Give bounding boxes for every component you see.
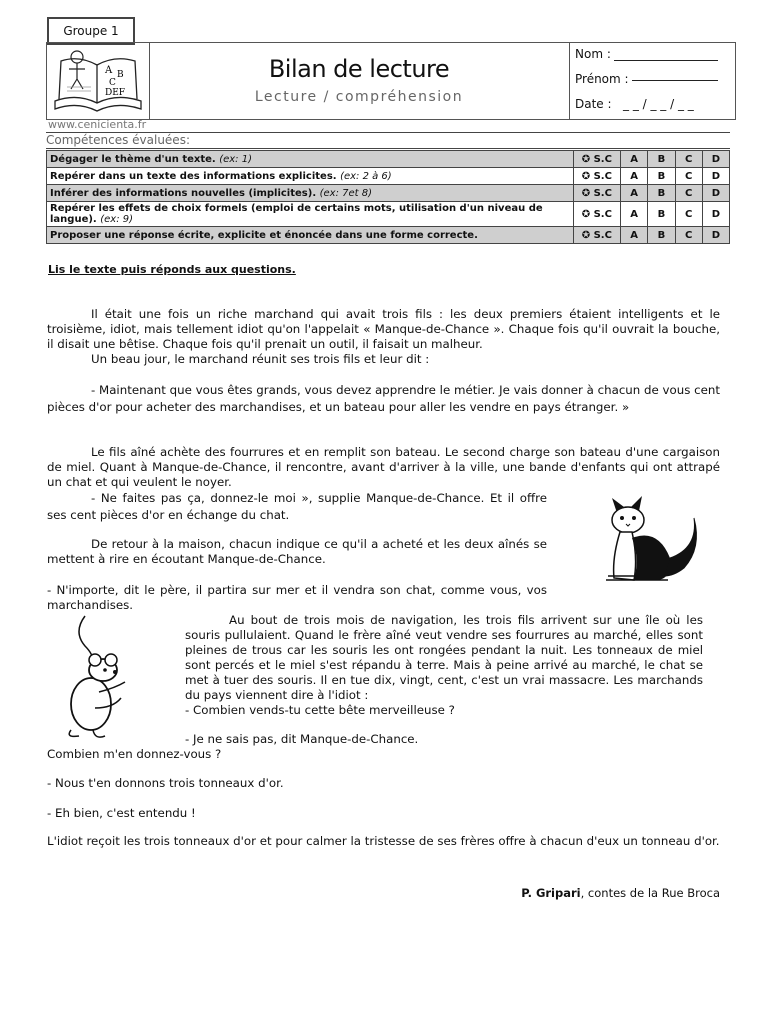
grade-a[interactable]: A (621, 168, 648, 185)
text-paragraph: Il était une fois un riche marchand qui avait trois fils : les deux premiers étaient intelligents et le troisième, idiot, mais tellement idiot qu'on l'appelait « Manque-de-Chance ». Chaque fois qu'il ouvrait la bouche, il disait une bêtise. Chaque fois qu'il prenait un outil, il faisait un malheur. (47, 307, 720, 351)
grade-a[interactable]: A (621, 227, 648, 244)
grade-d[interactable]: D (702, 227, 729, 244)
grade-d[interactable]: D (702, 151, 729, 168)
grade-b[interactable]: B (648, 151, 675, 168)
competence-label: Inférer des informations nouvelles (implicites). (ex: 7et 8) (47, 185, 574, 202)
grade-d[interactable]: D (702, 202, 729, 227)
instruction: Lis le texte puis réponds aux questions. (48, 263, 296, 276)
page-subtitle: Lecture / compréhension (254, 89, 464, 105)
text-paragraph: Combien m'en donnez-vous ? (47, 747, 222, 761)
grade-sc[interactable]: ✪ S.C (573, 227, 620, 244)
grade-c[interactable]: C (675, 185, 702, 202)
text-paragraph: Au bout de trois mois de navigation, les trois fils arrivent sur une île où les souris pullulaient. Quand le frère aîné veut vendre ses fourrures au marché, elles sont pleines de trous car les souris les ont rongées pendant la nuit. Les tonneaux de miel sont percés et le miel s'est répandu à terre. Mais à peine arrivé au marché, le chat se met à tuer des souris. Il en tue dix, vingt, cent, c'est un vrai massacre. Les marchands du pays viennent dire à l'idiot : (185, 613, 703, 702)
grade-c[interactable]: C (675, 168, 702, 185)
name-field[interactable]: Nom : (571, 43, 735, 68)
grade-b[interactable]: B (648, 227, 675, 244)
text-paragraph: - Eh bien, c'est entendu ! (47, 806, 196, 820)
competence-label: Proposer une réponse écrite, explicite et énoncée dans une forme correcte. (47, 227, 574, 244)
svg-text:DEF: DEF (105, 88, 126, 98)
cat-illustration (598, 488, 708, 590)
mouse-illustration (55, 612, 135, 746)
grade-b[interactable]: B (648, 202, 675, 227)
signature: P. Gripari, contes de la Rue Broca (521, 886, 720, 900)
grade-a[interactable]: A (621, 185, 648, 202)
svg-text:C: C (109, 78, 116, 88)
grade-sc[interactable]: ✪ S.C (573, 185, 620, 202)
grade-c[interactable]: C (675, 202, 702, 227)
svg-text:B: B (117, 70, 124, 80)
text-paragraph: - N'importe, dit le père, il partira sur mer et il vendra son chat, comme vous, vos marchandises. (47, 583, 547, 612)
grade-sc[interactable]: ✪ S.C (573, 202, 620, 227)
grade-d[interactable]: D (702, 185, 729, 202)
competence-label: Repérer dans un texte des informations explicites. (ex: 2 à 6) (47, 168, 574, 185)
competence-row (47, 202, 730, 227)
text-paragraph: - Ne faites pas ça, donnez-le moi », supplie Manque-de-Chance. Et il offre ses cent pièces d'or en échange du chat. (47, 491, 547, 522)
grade-a[interactable]: A (621, 151, 648, 168)
group-label: Groupe 1 (47, 17, 135, 45)
competence-row (47, 227, 730, 244)
book-logo (47, 43, 150, 119)
text-paragraph: - Combien vends-tu cette bête merveilleuse ? (185, 703, 455, 717)
text-paragraph: De retour à la maison, chacun indique ce qu'il a acheté et les deux aînés se mettent à rire en écoutant Manque-de-Chance. (47, 537, 547, 566)
text-paragraph: L'idiot reçoit les trois tonneaux d'or et pour calmer la tristesse de ses frères offre à chacun d'eux un tonneau d'or. (47, 834, 720, 848)
text-paragraph: Un beau jour, le marchand réunit ses trois fils et leur dit : (91, 352, 430, 366)
grade-c[interactable]: C (675, 151, 702, 168)
firstname-field[interactable]: Prénom : (571, 68, 735, 93)
grade-b[interactable]: B (648, 185, 675, 202)
text-paragraph: - Je ne sais pas, dit Manque-de-Chance. (185, 732, 419, 746)
date-field[interactable]: Date : _ _ / _ _ / _ _ (575, 97, 694, 111)
svg-text:A: A (105, 65, 113, 76)
grade-a[interactable]: A (621, 202, 648, 227)
grade-d[interactable]: D (702, 168, 729, 185)
page-title: Bilan de lecture (268, 55, 450, 83)
header (46, 42, 736, 120)
grade-b[interactable]: B (648, 168, 675, 185)
grade-sc[interactable]: ✪ S.C (573, 168, 620, 185)
competences-title: Compétences évaluées: (46, 132, 730, 149)
text-paragraph: Le fils aîné achète des fourrures et en remplit son bateau. Le second charge son bateau d'une cargaison de miel. Quant à Manque-de-Chance, il rencontre, avant d'arriver à la ville, une bande d'enfants qui ont attrapé un chat et qui veulent le noyer. (47, 445, 720, 489)
competence-label: Dégager le thème d'un texte. (ex: 1) (47, 151, 574, 168)
competence-label: Repérer les effets de choix formels (emploi de certains mots, utilisation d'un niveau de langue). (ex: 9) (47, 202, 574, 227)
text-paragraph: - Nous t'en donnons trois tonneaux d'or. (47, 776, 284, 790)
grade-c[interactable]: C (675, 227, 702, 244)
competence-row (47, 151, 730, 168)
competence-row (47, 185, 730, 202)
competences-table (46, 150, 730, 244)
competence-row (47, 168, 730, 185)
grade-sc[interactable]: ✪ S.C (573, 151, 620, 168)
text-paragraph: - Maintenant que vous êtes grands, vous devez apprendre le métier. Je vais donner à chacun de vous cent pièces d'or pour acheter des marchandises, et un bateau pour aller les vendre en pays étranger. » (47, 383, 720, 414)
website-url: www.cenicienta.fr (48, 118, 147, 131)
